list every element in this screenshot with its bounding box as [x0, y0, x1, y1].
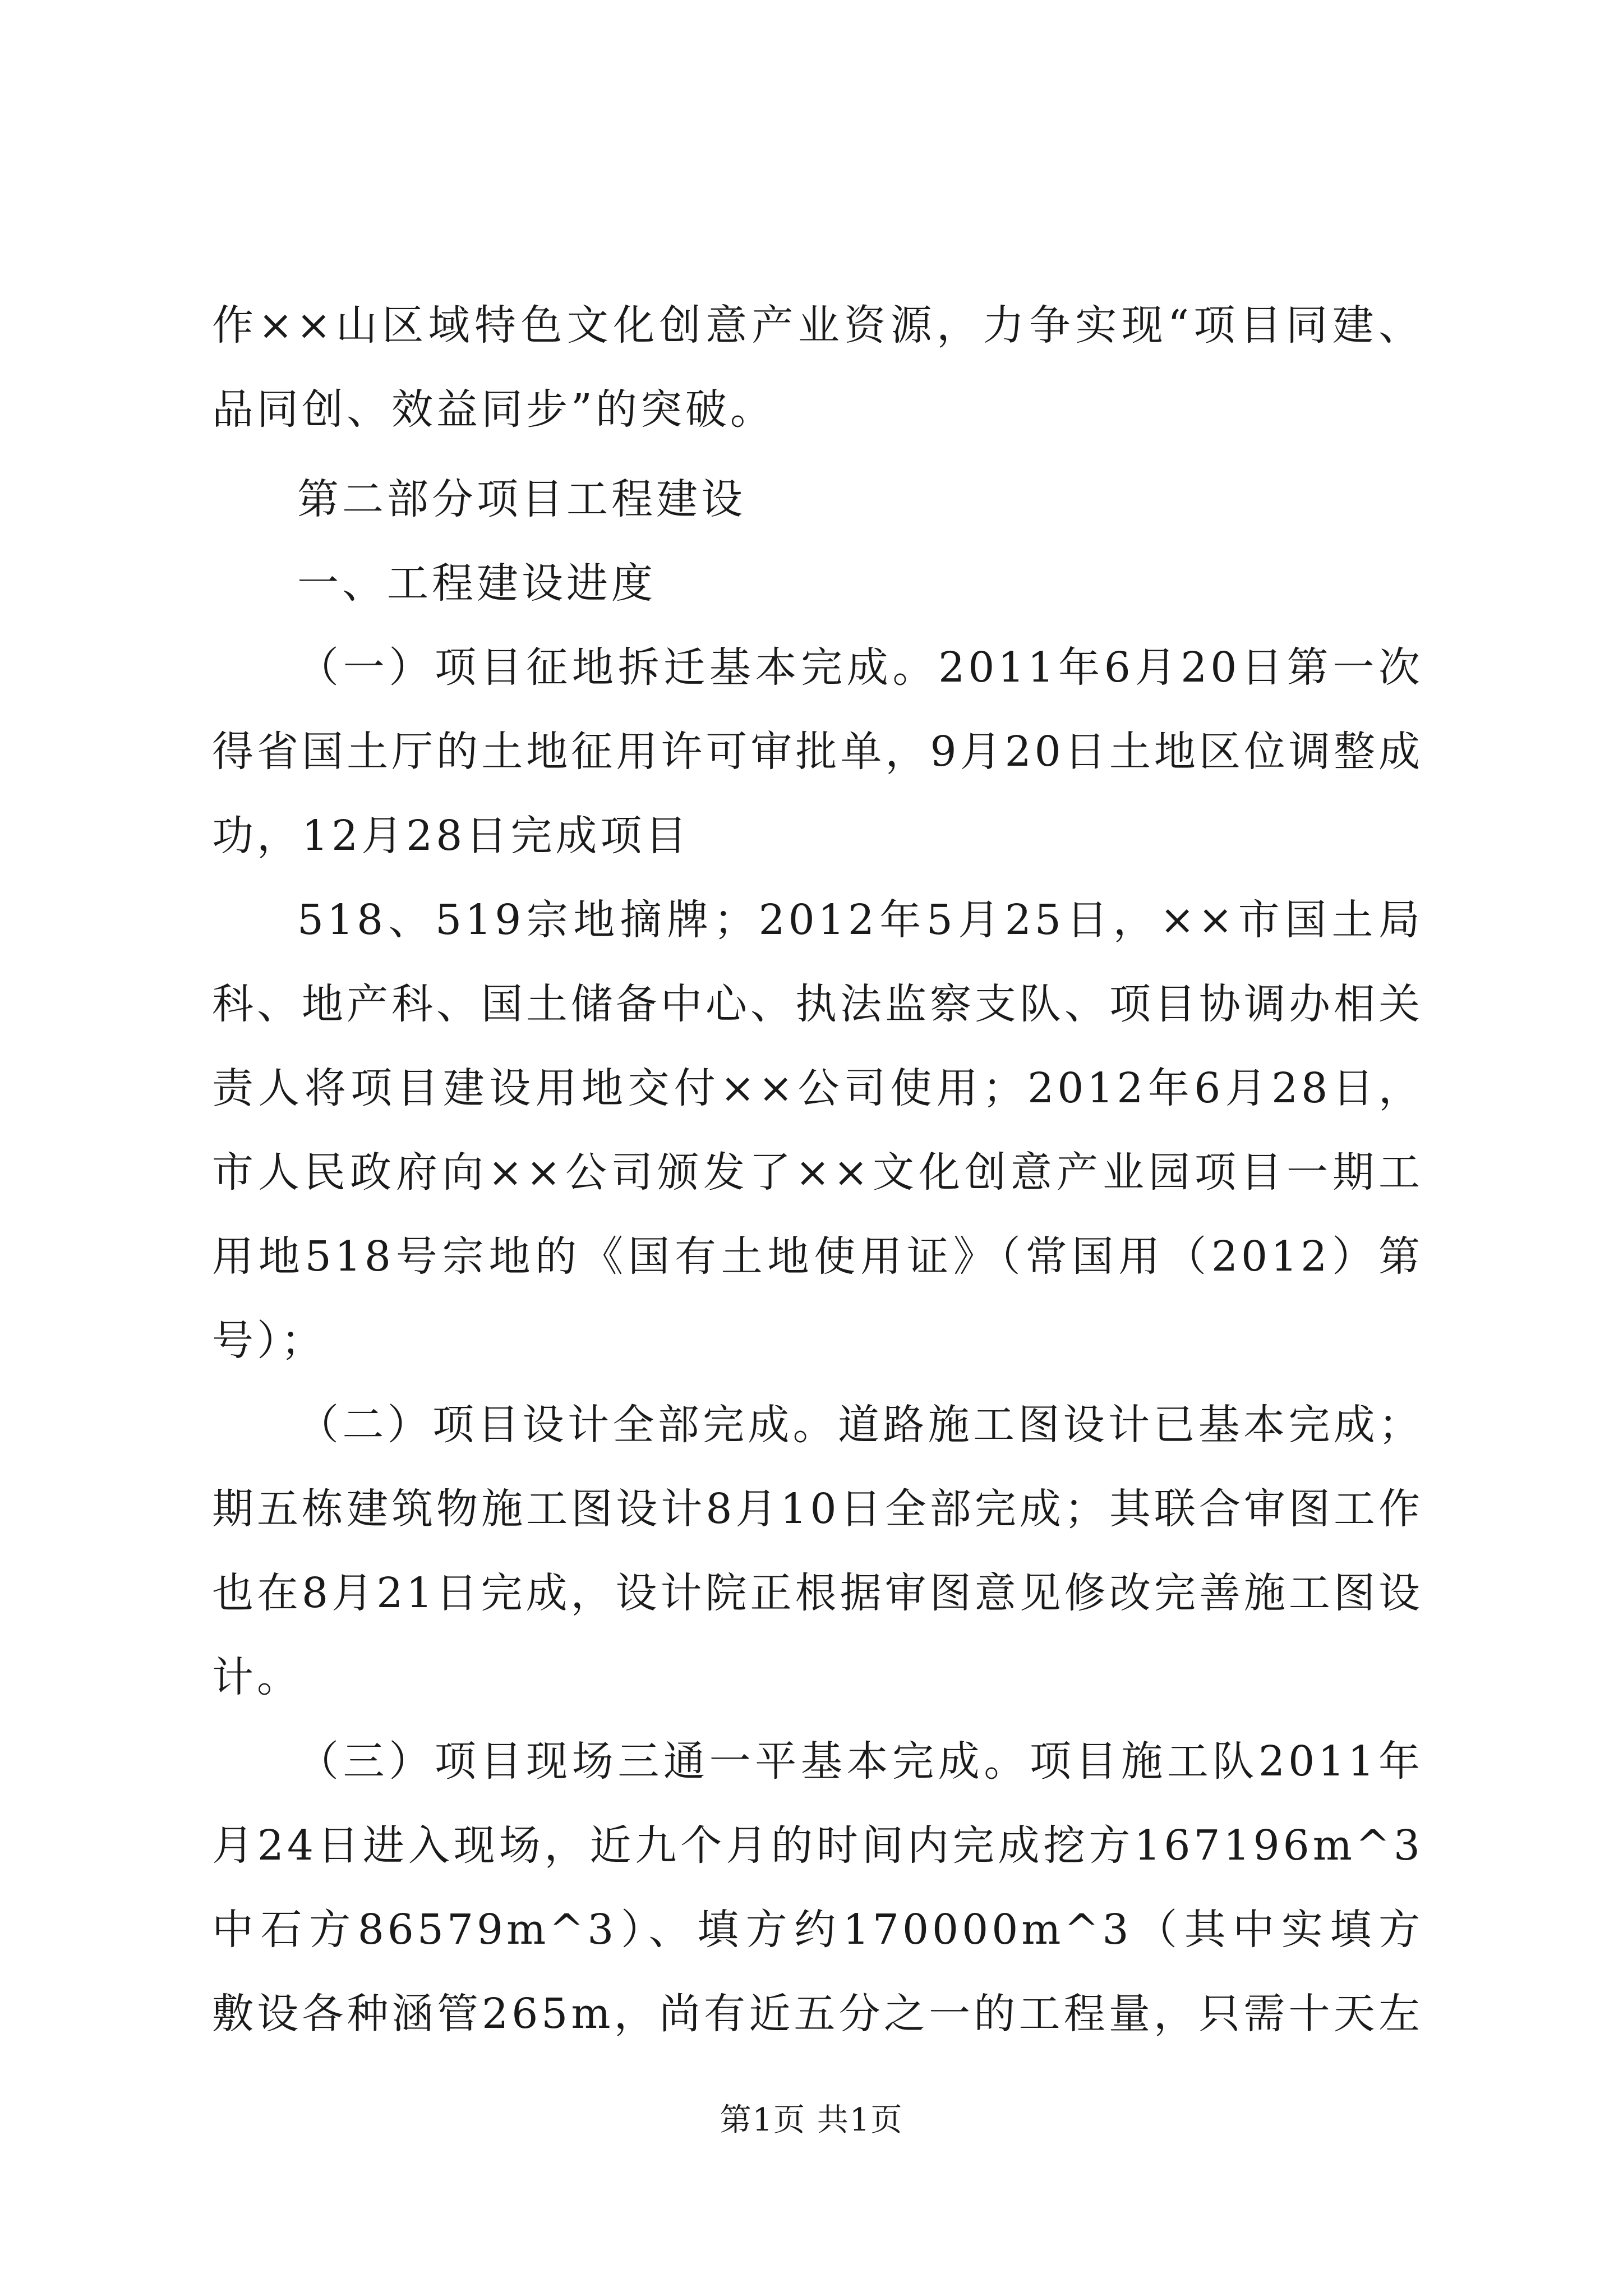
paragraph-2-line-1: 518、519宗地摘牌；2012年5月25日，××市国土局	[297, 896, 1423, 944]
paragraph-4-line-1: （三）项目现场三通一平基本完成。项目施工队2011年	[297, 1737, 1423, 1786]
paragraph-4-line-2: 月24日进入现场，近九个月的时间内完成挖方167196m^3	[212, 1821, 1423, 1870]
paragraph-3-line-1: （二）项目设计全部完成。道路施工图设计已基本完成；	[297, 1401, 1423, 1449]
paragraph-4-line-3: 中石方86579m^3）、填方约170000m^3（其中实填方	[212, 1906, 1423, 1954]
paragraph-1-line-1: （一）项目征地拆迁基本完成。2011年6月20日第一次	[297, 643, 1423, 692]
paragraph-3-line-2: 期五栋建筑物施工图设计8月10日全部完成；其联合审图工作	[212, 1485, 1423, 1533]
section-heading: 第二部分项目工程建设	[297, 475, 746, 523]
paragraph-3-line-3: 也在8月21日完成，设计院正根据审图意见修改完善施工图设	[212, 1569, 1423, 1617]
paragraph-1-line-3: 功，12月28日完成项目	[212, 812, 690, 860]
body-line-1: 作××山区域特色文化创意产业资源，力争实现“项目同建、	[212, 301, 1423, 349]
paragraph-4-line-4: 敷设各种涵管265m，尚有近五分之一的工程量，只需十天左	[212, 1990, 1423, 2038]
body-line-2: 品同创、效益同步”的突破。	[212, 385, 775, 434]
subsection-heading: 一、工程建设进度	[297, 559, 656, 608]
paragraph-2-line-3: 责人将项目建设用地交付××公司使用；2012年6月28日，	[212, 1064, 1423, 1112]
paragraph-2-line-2: 科、地产科、国土储备中心、执法监察支队、项目协调办相关	[212, 980, 1423, 1028]
page-footer: 第1页 共1页	[720, 2102, 903, 2138]
paragraph-3-line-4: 计。	[212, 1653, 302, 1701]
paragraph-2-line-6: 号）；	[212, 1317, 326, 1365]
paragraph-2-line-4: 市人民政府向××公司颁发了××文化创意产业园项目一期工	[212, 1148, 1423, 1197]
paragraph-1-line-2: 得省国土厅的土地征用许可审批单，9月20日土地区位调整成	[212, 728, 1423, 776]
paragraph-2-line-5: 用地518号宗地的《国有土地使用证》（常国用（2012）第	[212, 1232, 1423, 1281]
